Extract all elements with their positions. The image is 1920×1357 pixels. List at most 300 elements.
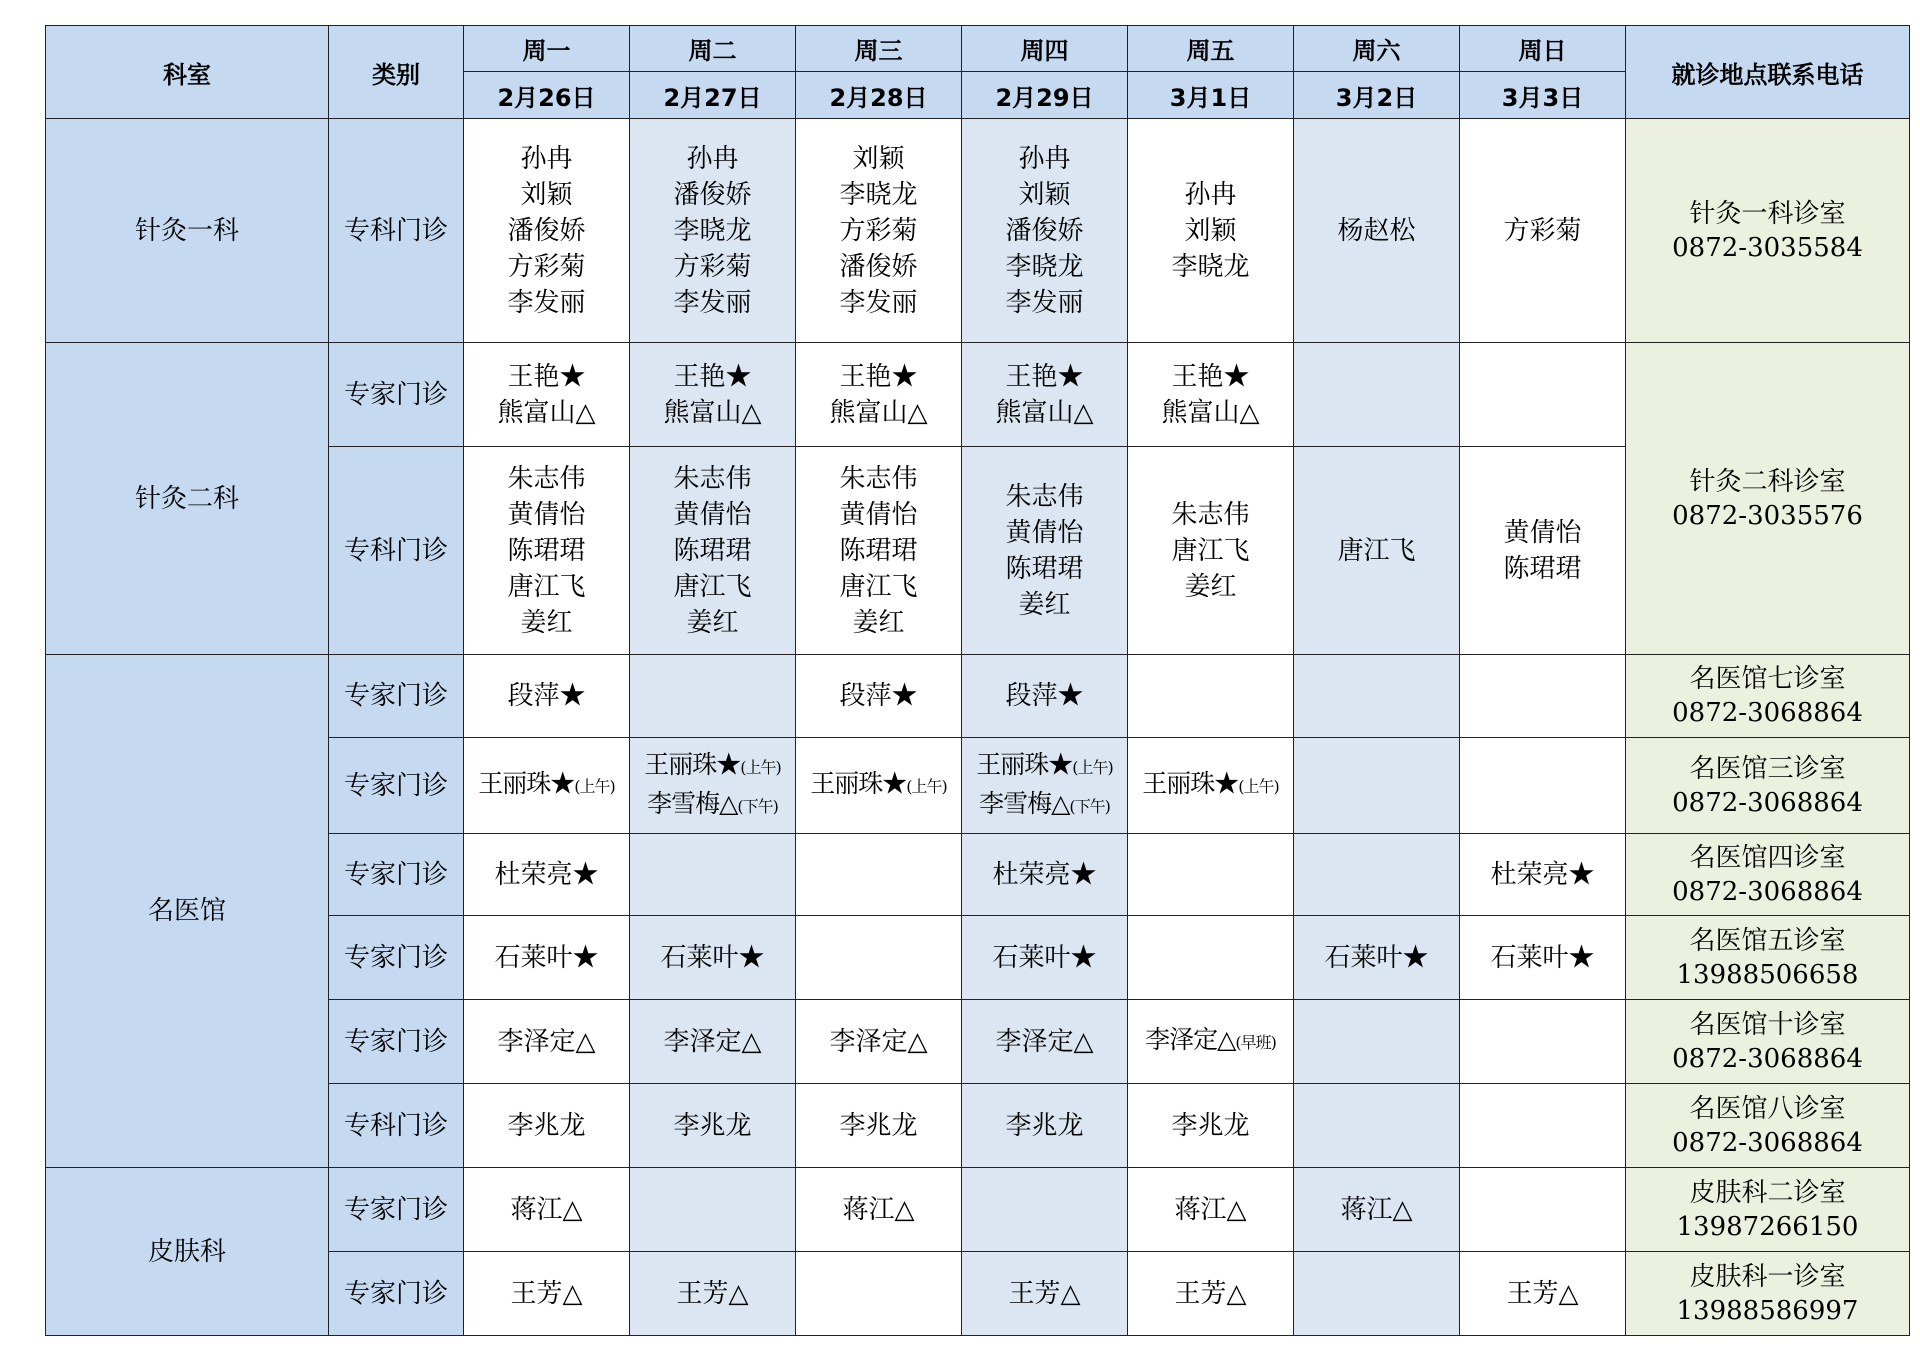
doctor-name: 李泽定△ bbox=[995, 1026, 1094, 1057]
phone-number: 13987266150 bbox=[1676, 1211, 1859, 1242]
doctor-name: 熊富山△ bbox=[497, 397, 596, 428]
doctor-entry bbox=[962, 1108, 1127, 1144]
doctor-name: 李发丽 bbox=[507, 287, 586, 318]
doctor-name: 黄倩怡 bbox=[839, 499, 918, 530]
schedule-cell bbox=[1460, 1252, 1626, 1336]
doctor-entry bbox=[1294, 533, 1459, 569]
doctor-entry bbox=[1128, 766, 1293, 805]
doctor-name: 黄倩怡 bbox=[1005, 517, 1084, 548]
schedule-cell bbox=[962, 738, 1128, 834]
doctor-name: 潘俊娇 bbox=[507, 215, 586, 246]
doctor-entry bbox=[796, 766, 961, 805]
doctor-name: 蒋江△ bbox=[510, 1194, 583, 1225]
doctor-entry bbox=[1128, 1022, 1293, 1061]
category-cell: 专家门诊 bbox=[329, 1000, 464, 1084]
doctor-entry bbox=[1128, 533, 1293, 569]
schedule-cell bbox=[1128, 738, 1294, 834]
doctor-entry bbox=[962, 940, 1127, 976]
schedule-cell bbox=[464, 1252, 630, 1336]
schedule-cell bbox=[796, 738, 962, 834]
schedule-cell bbox=[1128, 1000, 1294, 1084]
schedule-cell bbox=[1460, 119, 1626, 343]
phone-number: 0872-3035584 bbox=[1672, 232, 1863, 263]
doctor-entry bbox=[962, 177, 1127, 213]
schedule-cell bbox=[464, 343, 630, 447]
doctor-entry bbox=[464, 857, 629, 893]
schedule-cell bbox=[464, 738, 630, 834]
doctor-entry bbox=[1128, 359, 1293, 395]
doctor-entry bbox=[630, 1276, 795, 1312]
doctor-name: 黄倩怡 bbox=[673, 499, 752, 530]
doctor-entry bbox=[796, 249, 961, 285]
schedule-cell bbox=[630, 119, 796, 343]
schedule-cell bbox=[1460, 1168, 1626, 1252]
doctor-entry bbox=[796, 395, 961, 431]
dept-cell: 名医馆 bbox=[46, 655, 329, 1168]
doctor-name: 黄倩怡 bbox=[1503, 517, 1582, 548]
doctor-entry bbox=[1460, 515, 1625, 551]
schedule-cell bbox=[1128, 1084, 1294, 1168]
doctor-name: 蒋江△ bbox=[842, 1194, 915, 1225]
doctor-entry bbox=[962, 1024, 1127, 1060]
doctor-entry bbox=[1128, 213, 1293, 249]
doctor-name: 李发丽 bbox=[1005, 287, 1084, 318]
schedule-cell bbox=[464, 834, 630, 916]
room-name: 针灸一科诊室 bbox=[1689, 198, 1846, 229]
doctor-name: 王丽珠★ bbox=[810, 769, 907, 798]
doctor-entry bbox=[630, 1024, 795, 1060]
schedule-cell bbox=[1294, 1252, 1460, 1336]
header-weekday: 周三 bbox=[796, 26, 962, 72]
schedule-cell bbox=[1294, 447, 1460, 655]
phone-number: 0872-3068864 bbox=[1672, 1043, 1863, 1074]
doctor-entry bbox=[464, 569, 629, 605]
schedule-cell bbox=[1294, 1000, 1460, 1084]
doctor-entry bbox=[796, 1192, 961, 1228]
session-note: (下午) bbox=[737, 796, 778, 816]
doctor-entry bbox=[1128, 1276, 1293, 1312]
doctor-entry bbox=[464, 1024, 629, 1060]
doctor-name: 王芳△ bbox=[510, 1278, 583, 1309]
schedule-cell bbox=[1128, 916, 1294, 1000]
doctor-entry bbox=[962, 213, 1127, 249]
doctor-entry bbox=[464, 249, 629, 285]
doctor-entry bbox=[1460, 551, 1625, 587]
doctor-name: 段萍★ bbox=[839, 681, 918, 711]
doctor-entry bbox=[630, 605, 795, 641]
doctor-name: 石莱叶★ bbox=[494, 942, 599, 973]
room-name: 名医馆七诊室 bbox=[1689, 664, 1846, 694]
doctor-entry bbox=[1294, 213, 1459, 249]
schedule-cell bbox=[796, 834, 962, 916]
doctor-entry bbox=[464, 141, 629, 177]
doctor-name: 刘颖 bbox=[520, 179, 573, 210]
doctor-name: 刘颖 bbox=[1018, 179, 1071, 210]
doctor-name: 孙冉 bbox=[1184, 179, 1237, 210]
doctor-name: 李发丽 bbox=[673, 287, 752, 318]
doctor-entry bbox=[464, 395, 629, 431]
schedule-cell bbox=[1460, 738, 1626, 834]
schedule-cell bbox=[464, 655, 630, 738]
doctor-name: 段萍★ bbox=[507, 681, 586, 711]
category-cell: 专家门诊 bbox=[329, 1168, 464, 1252]
doctor-entry bbox=[1460, 213, 1625, 249]
room-name: 名医馆八诊室 bbox=[1689, 1093, 1846, 1124]
schedule-cell bbox=[1294, 343, 1460, 447]
session-note: (下午) bbox=[1069, 796, 1110, 816]
schedule-cell bbox=[464, 447, 630, 655]
doctor-name: 陈珺珺 bbox=[1005, 553, 1084, 584]
schedule-cell bbox=[1294, 119, 1460, 343]
location-cell bbox=[1626, 1084, 1910, 1168]
doctor-name: 唐江飞 bbox=[507, 571, 586, 602]
doctor-name: 方彩菊 bbox=[839, 215, 918, 246]
location-cell bbox=[1626, 738, 1910, 834]
doctor-name: 石莱叶★ bbox=[1324, 942, 1429, 973]
doctor-name: 熊富山△ bbox=[663, 397, 762, 428]
schedule-cell bbox=[1294, 655, 1460, 738]
doctor-name: 杜荣亮★ bbox=[992, 859, 1097, 890]
category-cell: 专家门诊 bbox=[329, 834, 464, 916]
header-date: 3月3日 bbox=[1460, 72, 1626, 119]
schedule-cell bbox=[1294, 1168, 1460, 1252]
doctor-name: 李发丽 bbox=[839, 287, 918, 318]
doctor-entry bbox=[1128, 1108, 1293, 1144]
header-weekday: 周二 bbox=[630, 26, 796, 72]
schedule-cell bbox=[1128, 1252, 1294, 1336]
doctor-name: 王丽珠★ bbox=[976, 749, 1073, 779]
room-name: 名医馆四诊室 bbox=[1689, 842, 1846, 873]
doctor-name: 唐江飞 bbox=[1171, 535, 1250, 566]
schedule-cell bbox=[464, 1168, 630, 1252]
category-cell: 专科门诊 bbox=[329, 447, 464, 655]
schedule-cell bbox=[1460, 834, 1626, 916]
doctor-entry bbox=[962, 141, 1127, 177]
category-cell: 专家门诊 bbox=[329, 916, 464, 1000]
doctor-entry bbox=[1460, 857, 1625, 893]
doctor-entry bbox=[464, 359, 629, 395]
doctor-name: 方彩菊 bbox=[673, 251, 752, 282]
phone-number: 0872-3068864 bbox=[1672, 876, 1863, 907]
schedule-cell bbox=[796, 447, 962, 655]
schedule-cell bbox=[1294, 1084, 1460, 1168]
category-cell: 专家门诊 bbox=[329, 343, 464, 447]
doctor-name: 唐江飞 bbox=[1337, 535, 1416, 566]
doctor-name: 姜红 bbox=[1184, 571, 1237, 602]
doctor-name: 姜红 bbox=[852, 607, 905, 638]
doctor-name: 李晓龙 bbox=[673, 215, 752, 246]
doctor-entry bbox=[630, 497, 795, 533]
schedule-cell bbox=[1460, 916, 1626, 1000]
doctor-entry bbox=[630, 285, 795, 321]
doctor-entry bbox=[630, 533, 795, 569]
doctor-name: 方彩菊 bbox=[1503, 215, 1582, 246]
schedule-cell bbox=[962, 343, 1128, 447]
schedule-row bbox=[46, 1168, 1910, 1252]
doctor-entry bbox=[630, 249, 795, 285]
doctor-entry bbox=[630, 141, 795, 177]
doctor-name: 石莱叶★ bbox=[992, 942, 1097, 973]
doctor-entry bbox=[962, 857, 1127, 893]
doctor-entry bbox=[796, 1024, 961, 1060]
doctor-name: 石莱叶★ bbox=[660, 942, 765, 973]
schedule-cell bbox=[1294, 738, 1460, 834]
doctor-name: 李兆龙 bbox=[1005, 1110, 1084, 1141]
schedule-cell bbox=[796, 1000, 962, 1084]
schedule-body bbox=[46, 119, 1910, 1336]
location-cell bbox=[1626, 834, 1910, 916]
schedule-cell bbox=[630, 1084, 796, 1168]
doctor-entry bbox=[630, 569, 795, 605]
category-cell: 专家门诊 bbox=[329, 738, 464, 834]
doctor-name: 蒋江△ bbox=[1340, 1194, 1413, 1225]
header-date: 2月28日 bbox=[796, 72, 962, 119]
schedule-cell bbox=[1128, 343, 1294, 447]
schedule-cell bbox=[1460, 655, 1626, 738]
schedule-cell bbox=[1128, 834, 1294, 916]
schedule-cell bbox=[1460, 343, 1626, 447]
room-name: 针灸二科诊室 bbox=[1689, 466, 1846, 497]
doctor-name: 王丽珠★ bbox=[478, 769, 575, 798]
doctor-entry bbox=[630, 1108, 795, 1144]
schedule-cell bbox=[1128, 655, 1294, 738]
doctor-entry bbox=[464, 1276, 629, 1312]
doctor-name: 姜红 bbox=[520, 607, 573, 638]
schedule-cell bbox=[464, 916, 630, 1000]
location-cell bbox=[1626, 916, 1910, 1000]
session-note: (上午) bbox=[574, 777, 615, 796]
doctor-entry bbox=[464, 461, 629, 497]
doctor-name: 王芳△ bbox=[1008, 1278, 1081, 1309]
doctor-entry bbox=[1294, 1192, 1459, 1228]
header-date: 3月1日 bbox=[1128, 72, 1294, 119]
doctor-name: 王艳★ bbox=[673, 361, 752, 392]
doctor-entry bbox=[962, 678, 1127, 714]
schedule-cell bbox=[464, 1084, 630, 1168]
doctor-entry bbox=[796, 213, 961, 249]
schedule-cell bbox=[962, 1084, 1128, 1168]
doctor-name: 朱志伟 bbox=[507, 463, 586, 494]
phone-number: 0872-3068864 bbox=[1672, 1127, 1863, 1158]
schedule-cell bbox=[630, 1168, 796, 1252]
room-name: 名医馆十诊室 bbox=[1689, 1009, 1846, 1040]
doctor-entry bbox=[796, 497, 961, 533]
header-dept: 科室 bbox=[46, 26, 329, 119]
doctor-name: 王芳△ bbox=[1506, 1278, 1579, 1309]
schedule-cell bbox=[630, 343, 796, 447]
doctor-name: 石莱叶★ bbox=[1490, 942, 1595, 973]
room-name: 皮肤科一诊室 bbox=[1689, 1261, 1846, 1292]
doctor-name: 李泽定△ bbox=[1145, 1025, 1236, 1054]
doctor-name: 李晓龙 bbox=[839, 179, 918, 210]
doctor-name: 李泽定△ bbox=[497, 1026, 596, 1057]
schedule-cell bbox=[796, 655, 962, 738]
doctor-name: 李泽定△ bbox=[829, 1026, 928, 1057]
header-weekday: 周五 bbox=[1128, 26, 1294, 72]
location-cell bbox=[1626, 119, 1910, 343]
schedule-cell bbox=[962, 1000, 1128, 1084]
doctor-name: 陈珺珺 bbox=[507, 535, 586, 566]
header-category: 类别 bbox=[329, 26, 464, 119]
doctor-entry bbox=[630, 395, 795, 431]
doctor-name: 王芳△ bbox=[1174, 1278, 1247, 1309]
doctor-entry bbox=[796, 461, 961, 497]
doctor-entry bbox=[962, 395, 1127, 431]
header-date: 2月27日 bbox=[630, 72, 796, 119]
schedule-cell bbox=[630, 447, 796, 655]
header-date: 2月29日 bbox=[962, 72, 1128, 119]
schedule-cell bbox=[962, 119, 1128, 343]
doctor-entry bbox=[630, 213, 795, 249]
header-date: 2月26日 bbox=[464, 72, 630, 119]
schedule-cell bbox=[464, 119, 630, 343]
doctor-entry bbox=[962, 285, 1127, 321]
schedule-cell bbox=[630, 1000, 796, 1084]
schedule-cell bbox=[1128, 119, 1294, 343]
doctor-entry bbox=[464, 605, 629, 641]
doctor-name: 王芳△ bbox=[676, 1278, 749, 1309]
doctor-name: 杨赵松 bbox=[1337, 215, 1416, 246]
schedule-cell bbox=[1128, 447, 1294, 655]
doctor-entry bbox=[796, 359, 961, 395]
schedule-cell bbox=[630, 834, 796, 916]
doctor-entry bbox=[464, 1192, 629, 1228]
doctor-name: 熊富山△ bbox=[995, 397, 1094, 428]
doctor-name: 姜红 bbox=[686, 607, 739, 638]
header-weekday: 周一 bbox=[464, 26, 630, 72]
doctor-name: 李泽定△ bbox=[663, 1026, 762, 1057]
doctor-name: 王艳★ bbox=[1171, 361, 1250, 392]
doctor-name: 段萍★ bbox=[1005, 681, 1084, 711]
doctor-name: 刘颖 bbox=[852, 143, 905, 174]
doctor-entry bbox=[464, 766, 629, 805]
doctor-name: 李兆龙 bbox=[1171, 1110, 1250, 1141]
doctor-entry bbox=[962, 747, 1127, 786]
doctor-entry bbox=[630, 461, 795, 497]
schedule-row bbox=[46, 655, 1910, 738]
doctor-entry bbox=[962, 551, 1127, 587]
schedule-cell bbox=[796, 1252, 962, 1336]
schedule-cell bbox=[630, 1252, 796, 1336]
doctor-name: 王艳★ bbox=[839, 361, 918, 392]
location-cell bbox=[1626, 655, 1910, 738]
doctor-name: 孙冉 bbox=[520, 143, 573, 174]
doctor-entry bbox=[796, 141, 961, 177]
doctor-entry bbox=[796, 605, 961, 641]
room-name: 名医馆五诊室 bbox=[1689, 925, 1846, 956]
doctor-entry bbox=[1460, 1276, 1625, 1312]
schedule-cell bbox=[1460, 447, 1626, 655]
doctor-entry bbox=[630, 359, 795, 395]
doctor-name: 蒋江△ bbox=[1174, 1194, 1247, 1225]
session-note: (早班) bbox=[1235, 1033, 1276, 1052]
phone-number: 0872-3068864 bbox=[1672, 698, 1863, 728]
doctor-entry bbox=[962, 515, 1127, 551]
doctor-name: 唐江飞 bbox=[673, 571, 752, 602]
schedule-cell bbox=[962, 834, 1128, 916]
header-weekday: 周日 bbox=[1460, 26, 1626, 72]
doctor-name: 潘俊娇 bbox=[839, 251, 918, 282]
category-cell: 专家门诊 bbox=[329, 1252, 464, 1336]
schedule-cell bbox=[796, 1168, 962, 1252]
room-name: 名医馆三诊室 bbox=[1689, 753, 1846, 784]
doctor-name: 黄倩怡 bbox=[507, 499, 586, 530]
doctor-name: 孙冉 bbox=[686, 143, 739, 174]
schedule-cell bbox=[1128, 1168, 1294, 1252]
doctor-entry bbox=[796, 678, 961, 714]
schedule-cell bbox=[796, 119, 962, 343]
phone-number: 13988506658 bbox=[1676, 959, 1859, 990]
doctor-entry bbox=[796, 569, 961, 605]
doctor-name: 陈珺珺 bbox=[839, 535, 918, 566]
session-note: (上午) bbox=[740, 757, 781, 777]
doctor-entry bbox=[1128, 177, 1293, 213]
doctor-name: 李兆龙 bbox=[507, 1110, 586, 1141]
doctor-entry bbox=[796, 177, 961, 213]
header-date: 3月2日 bbox=[1294, 72, 1460, 119]
doctor-entry bbox=[464, 497, 629, 533]
doctor-entry bbox=[796, 285, 961, 321]
phone-number: 0872-3035576 bbox=[1672, 500, 1863, 531]
schedule-cell bbox=[962, 447, 1128, 655]
doctor-name: 王丽珠★ bbox=[1142, 769, 1239, 798]
schedule-cell bbox=[962, 1168, 1128, 1252]
doctor-name: 杜荣亮★ bbox=[1490, 859, 1595, 890]
category-cell: 专科门诊 bbox=[329, 1084, 464, 1168]
dept-cell: 针灸一科 bbox=[46, 119, 329, 343]
doctor-entry bbox=[630, 786, 795, 825]
session-note: (上午) bbox=[906, 777, 947, 796]
schedule-table bbox=[45, 25, 1910, 1336]
doctor-name: 陈珺珺 bbox=[1503, 553, 1582, 584]
session-note: (上午) bbox=[1238, 777, 1279, 796]
doctor-name: 唐江飞 bbox=[839, 571, 918, 602]
doctor-name: 李兆龙 bbox=[839, 1110, 918, 1141]
doctor-entry bbox=[1460, 940, 1625, 976]
doctor-name: 朱志伟 bbox=[839, 463, 918, 494]
doctor-name: 潘俊娇 bbox=[673, 179, 752, 210]
doctor-entry bbox=[464, 213, 629, 249]
doctor-entry bbox=[464, 177, 629, 213]
location-cell bbox=[1626, 1168, 1910, 1252]
category-cell: 专科门诊 bbox=[329, 119, 464, 343]
doctor-entry bbox=[796, 1108, 961, 1144]
doctor-entry bbox=[962, 1276, 1127, 1312]
doctor-entry bbox=[796, 533, 961, 569]
schedule-cell bbox=[1460, 1000, 1626, 1084]
doctor-name: 姜红 bbox=[1018, 589, 1071, 620]
schedule-cell bbox=[796, 916, 962, 1000]
doctor-entry bbox=[464, 285, 629, 321]
schedule-row bbox=[46, 343, 1910, 447]
doctor-name: 杜荣亮★ bbox=[494, 859, 599, 890]
doctor-entry bbox=[464, 678, 629, 714]
schedule-cell bbox=[1460, 1084, 1626, 1168]
doctor-entry bbox=[630, 940, 795, 976]
doctor-entry bbox=[1294, 940, 1459, 976]
doctor-name: 李兆龙 bbox=[673, 1110, 752, 1141]
schedule-cell bbox=[796, 343, 962, 447]
header-weekday: 周四 bbox=[962, 26, 1128, 72]
schedule-cell bbox=[962, 655, 1128, 738]
schedule-cell bbox=[630, 738, 796, 834]
doctor-entry bbox=[962, 359, 1127, 395]
schedule-cell bbox=[796, 1084, 962, 1168]
doctor-entry bbox=[962, 786, 1127, 825]
doctor-name: 王艳★ bbox=[1005, 361, 1084, 392]
dept-cell: 针灸二科 bbox=[46, 343, 329, 655]
doctor-entry bbox=[464, 940, 629, 976]
